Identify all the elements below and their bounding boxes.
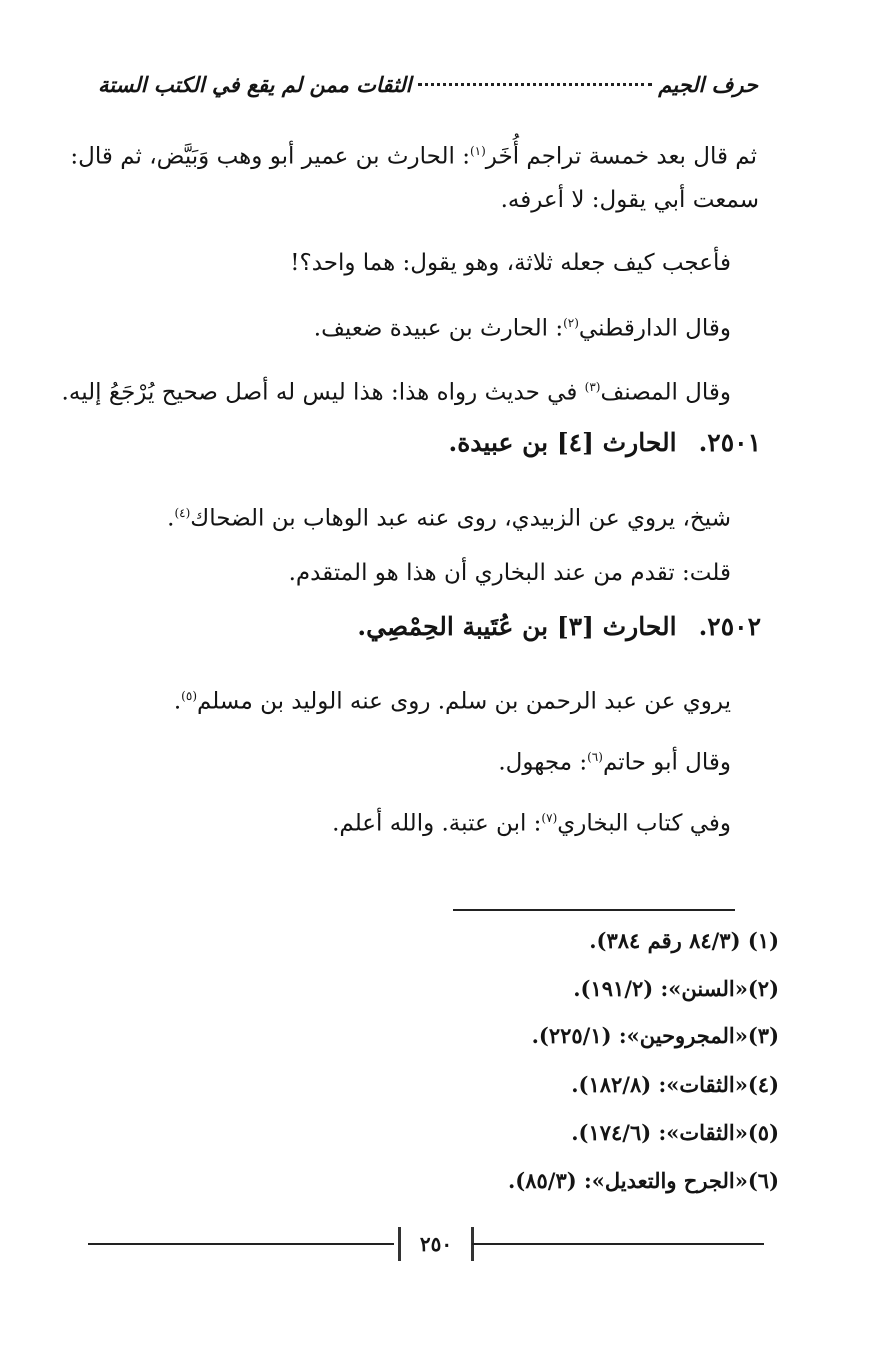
- page-number: ٢٥٠: [398, 1227, 474, 1261]
- paragraph-1-line-2: سمعت أبي يقول: لا أعرفه.: [500, 187, 759, 213]
- footnote-marker: (٧): [541, 811, 558, 825]
- entry-number: ٢٥٠١.: [698, 428, 761, 457]
- footnote-marker: (٦): [587, 750, 603, 764]
- book-title: الثقات ممن لم يقع في الكتب الستة: [98, 72, 412, 97]
- footnote-3: (٣)«المجروحين»: (٢٢٥/١).: [531, 1023, 779, 1048]
- entry-number: ٢٥٠٢.: [698, 612, 761, 641]
- chapter-title: حرف الجيم: [658, 72, 758, 97]
- paragraph-4: وقال المصنف$^{(٣)}$ في حديث رواه هذا: هذا ليس له أصل صحيح يُرْجَعُ إليه.: [61, 379, 731, 406]
- footnote-marker: (١): [469, 144, 486, 158]
- entry-2502-line-3: وفي كتاب البخاري$^{(٧)}$: ابن عتبة. والله أعلم.: [332, 810, 731, 837]
- footnote-6: (٦)«الجرح والتعديل»: (٨٥/٣).: [507, 1168, 779, 1193]
- entry-2501-line-1: شيخ، يروي عن الزبيدي، روى عنه عبد الوهاب بن الضحاك$^{(٤)}$.: [167, 505, 731, 532]
- footnote-1: (١) (٨٤/٣ رقم ٣٨٤).: [589, 928, 779, 953]
- paragraph-1-line-1: ثم قال بعد خمسة تراجم أُخَر$^{(١)}$: الحارث بن عمير أبو وهب وَبَيَّض، ثم قال:: [70, 143, 757, 170]
- footnote-5: (٥)«الثقات»: (١٧٤/٦).: [571, 1120, 779, 1145]
- entry-name: الحارث [٤] بن عبيدة.: [448, 428, 677, 457]
- footnote-marker: (٥): [181, 689, 197, 703]
- footnote-marker: (٤): [174, 506, 191, 520]
- footnote-2: (٢)«السنن»: (١٩١/٢).: [573, 976, 779, 1001]
- entry-name: الحارث [٣] بن عُتَيبة الحِمْصِي.: [357, 612, 677, 641]
- entry-heading-2501: [449, 428, 762, 457]
- entry-2502-line-2: وقال أبو حاتم$^{(٦)}$: مجهول.: [498, 749, 731, 776]
- footnote-separator: [453, 909, 735, 911]
- footnote-4: (٤)«الثقات»: (١٨٢/٨).: [571, 1072, 779, 1097]
- footnote-marker: (٢): [563, 316, 579, 330]
- paragraph-3: وقال الدارقطني$^{(٢)}$: الحارث بن عبيدة ضعيف.: [313, 315, 731, 342]
- entry-2501-line-2: قلت: تقدم من عند البخاري أن هذا هو المتقدم.: [288, 560, 731, 586]
- entry-2502-line-1: يروي عن عبد الرحمن بن سلم. روى عنه الوليد بن مسلم$^{(٥)}$.: [173, 688, 731, 715]
- footer-rule-right: [472, 1243, 764, 1245]
- running-header: [98, 72, 758, 97]
- paragraph-2: فأعجب كيف جعله ثلاثة، وهو يقول: هما واحد؟!: [290, 250, 731, 276]
- footnote-marker: (٣): [584, 380, 601, 394]
- footer-rule-left: [88, 1243, 394, 1245]
- header-leader-dots: [418, 83, 653, 86]
- entry-heading-2502: [357, 612, 761, 641]
